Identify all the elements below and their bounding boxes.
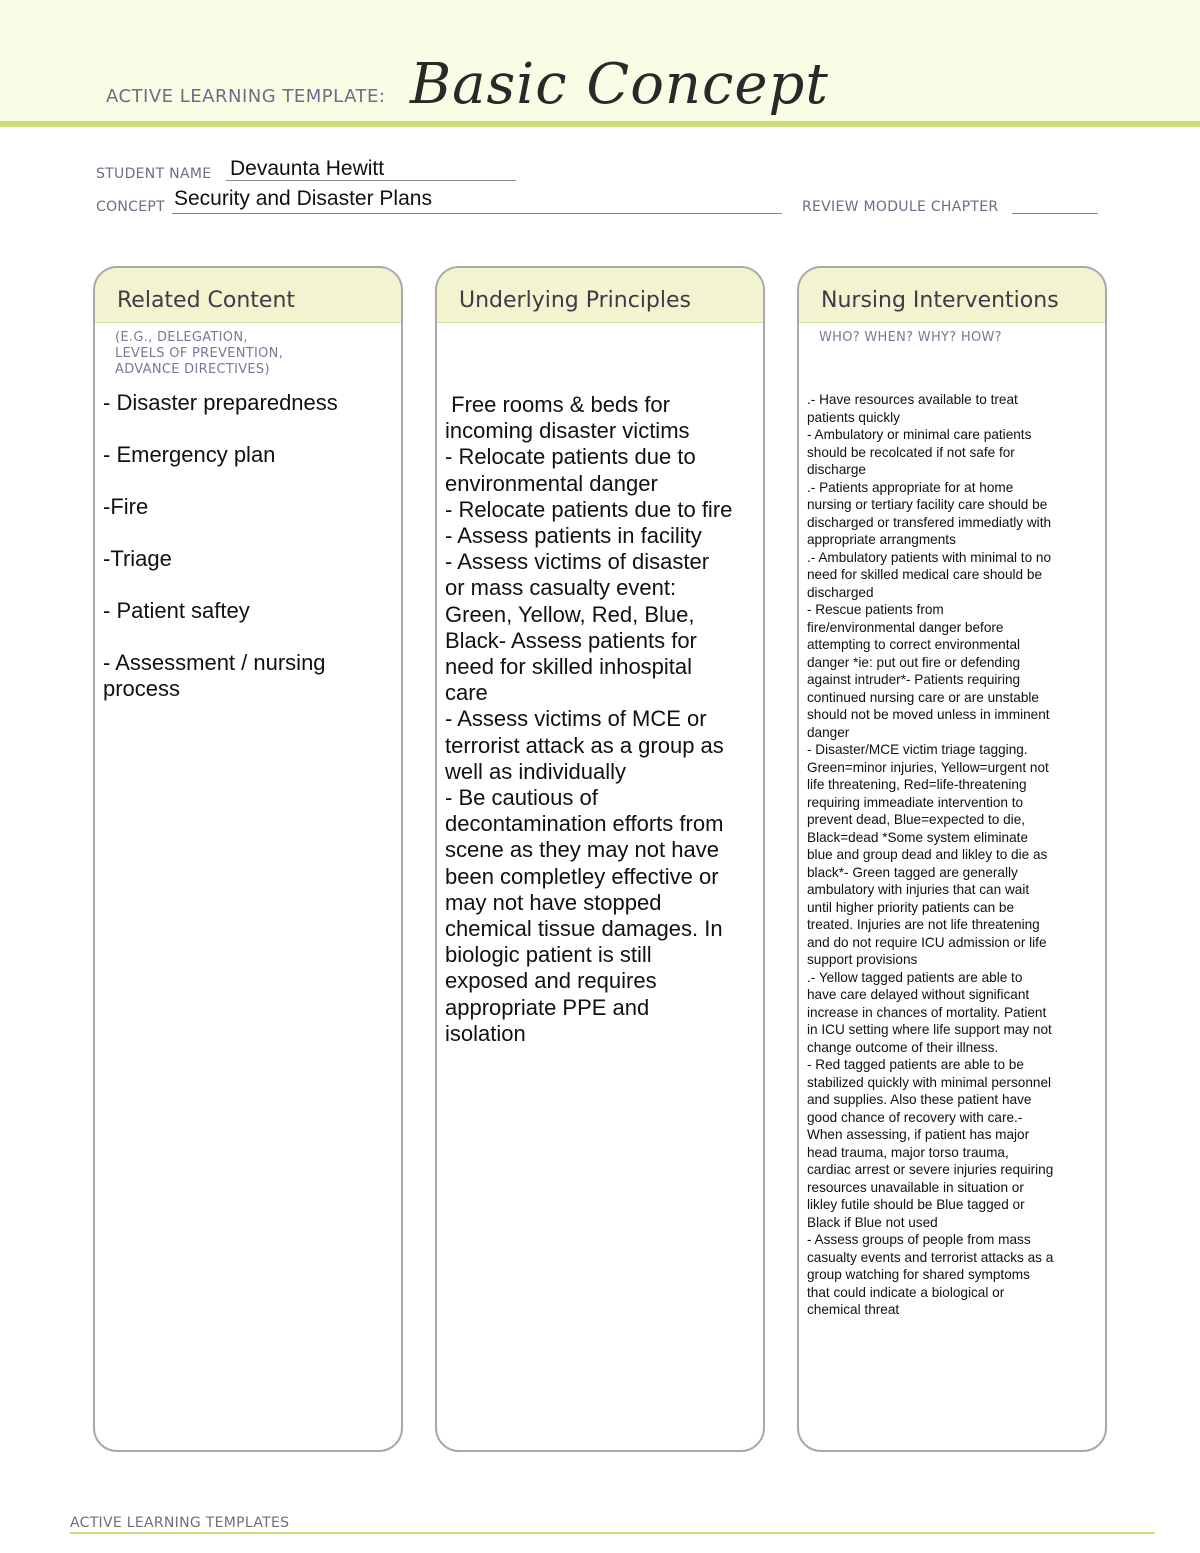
footer-rule [70, 1532, 1155, 1534]
header-rule [0, 121, 1200, 127]
underlying-principles-card [435, 266, 765, 1452]
nursing-interventions-text[interactable]: .- Have resources available to treat patients quickly - Ambulatory or minimal care patients should be recolcated if not safe for discharge .- Patients appropriate for at home nursing or tertiary facility care should be discharged or transfered immediatly with appropriate arrangments .- Ambulatory patients with minimal to no need for skilled medical care should be discharged - Rescue patients from fire/environmental danger before attempting to correct environmental danger *ie: put out fire or defending against intruder*- Patients requiring continued nursing care or are unstable should not be moved unless in imminent danger - Disaster/MCE victim triage tagging. Green=minor injuries, Yellow=urgent not life threatening, Red=life-threatening requiring immeadiate intervention to prevent dead, Blue=expected to die, Black=dead *Some system eliminate blue and group dead and likley to die as black*- Green tagged are generally ambulatory with injuries that can wait until higher priority patients can be treated. Injuries are not life threatening and do not require ICU admission or life support provisions .- Yellow tagged patients are able to have care delayed without significant increase in chances of mortality. Patient in ICU setting where life support may not change outcome of their illness. - Red tagged patients are able to be stabilized quickly with minimal personnel and supplies. Also these patient have good chance of recovery with care.- When assessing, if patient has major head trauma, major torso trauma, cardiac arrest or severe injuries requiring resources unavailable in situation or likley futile should be Blue tagged or Black if Blue not used - Assess groups of people from mass casualty events and terrorist attacks as a group watching for shared symptoms that could indicate a biological or chemical threat [807, 392, 1054, 1317]
nursing-interventions-title: Nursing Interventions [821, 288, 1059, 313]
template-title: Basic Concept [410, 52, 829, 117]
related-content-hint: (E.G., DELEGATION, LEVELS OF PREVENTION, ADVANCE DIRECTIVES) [115, 330, 284, 377]
underlying-principles-title: Underlying Principles [459, 288, 691, 313]
concept-line [172, 213, 782, 214]
concept-value[interactable]: Security and Disaster Plans [174, 187, 432, 210]
list-item: - Emergency plan [103, 442, 276, 467]
related-content-list[interactable] [103, 390, 393, 728]
underlying-principles-text[interactable]: Free rooms & beds for incoming disaster victims - Relocate patients due to environmental danger - Relocate patients due to fire - Assess patients in facility - Assess victims of disaster or mass casualty event: Green, Yellow, Red, Blue, Black- Assess patients for need for skilled inhospital care - Assess victims of MCE or terrorist attack as a group as well as individually - Be cautious of decontamination efforts from scene as they may not have been completley effective or may not have stopped chemical tissue damages. In biologic patient is still exposed and requires appropriate PPE and isolation [445, 392, 733, 1046]
related-content-title: Related Content [117, 288, 296, 313]
nursing-interventions-card [797, 266, 1107, 1452]
template-label: ACTIVE LEARNING TEMPLATE: [106, 86, 386, 107]
related-content-card [93, 266, 403, 1452]
list-item: - Disaster preparedness [103, 390, 338, 415]
review-module-label: REVIEW MODULE CHAPTER [802, 199, 999, 215]
list-item: -Fire [103, 494, 149, 519]
student-name-value[interactable]: Devaunta Hewitt [230, 157, 385, 180]
list-item: - Assessment / nursing process [103, 650, 326, 701]
review-module-line[interactable] [1012, 213, 1098, 214]
list-item: - Patient saftey [103, 598, 250, 623]
student-name-label: STUDENT NAME [96, 166, 212, 182]
concept-label: CONCEPT [96, 199, 165, 215]
nursing-interventions-hint: WHO? WHEN? WHY? HOW? [819, 330, 1002, 345]
list-item: -Triage [103, 546, 172, 571]
footer-label: ACTIVE LEARNING TEMPLATES [70, 1515, 290, 1531]
